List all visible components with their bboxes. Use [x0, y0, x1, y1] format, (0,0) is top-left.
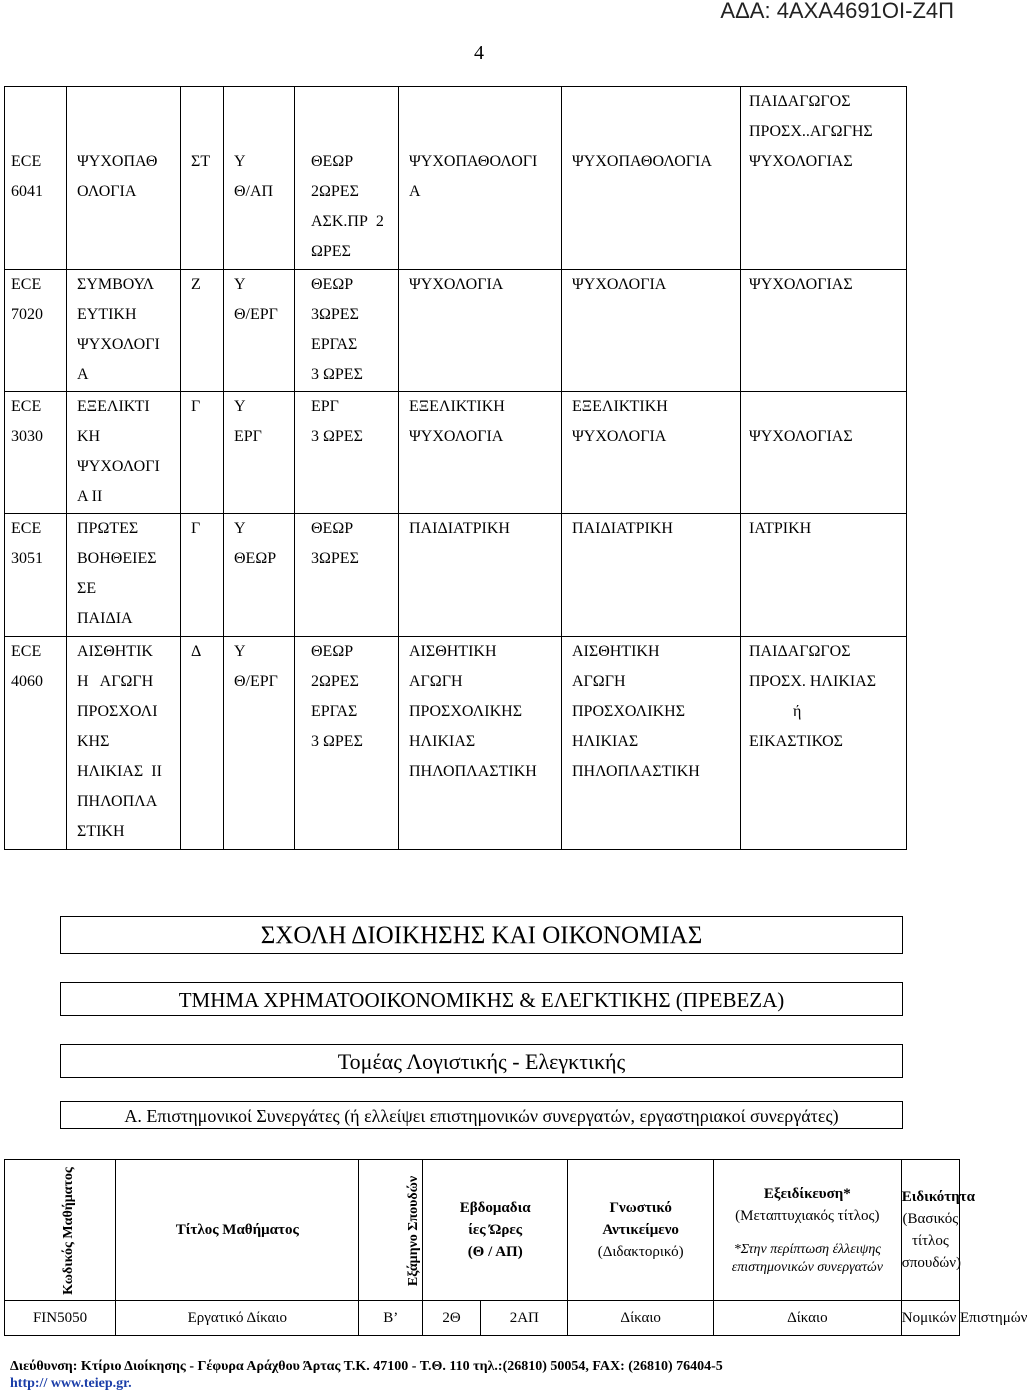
course-specialty-line: ΨΥΧΟΛΟΓΙΑΣ — [749, 153, 853, 170]
course-hours-cell — [295, 87, 399, 270]
course-hours-line: ΘΕΩΡ — [311, 153, 354, 170]
course-title-line: ΨΥΧΟΛΟΓΙ — [77, 458, 160, 476]
course-code-line: ECE — [11, 398, 42, 416]
course-specialty-line: ΕΙΚΑΣΤΙΚΟΣ — [749, 732, 843, 750]
course-specialization-cell — [562, 87, 741, 270]
course-subject-line: ΨΥΧΟΛΟΓΙΑ — [409, 275, 504, 293]
course-hours-cell — [295, 392, 399, 514]
course-type-line: ΘΕΩΡ — [234, 550, 277, 568]
course-title-line: ΚΗΣ — [77, 732, 110, 750]
course-title-line: ΑΙΣΘΗΤΙΚ — [77, 642, 153, 660]
course-specialization-line: ΑΙΣΘΗΤΙΚΗ — [572, 642, 660, 660]
footer — [10, 1358, 723, 1392]
course-specialty-line: ΠΡΟΣΧ. ΗΛΙΚΙΑΣ — [749, 672, 877, 690]
course-hours-line: ΩΡΕΣ — [311, 243, 351, 260]
course-type-cell — [224, 514, 295, 636]
course-specialization-cell — [562, 514, 741, 636]
course-specialty-line: ΨΥΧΟΛΟΓΙΑΣ — [749, 428, 853, 446]
course-semester-line: Δ — [191, 642, 202, 660]
course-code-line: ECE — [11, 153, 42, 170]
course-subject-line: ΠΑΙΔΙΑΤΡΙΚΗ — [409, 520, 510, 538]
course-semester-line: Γ — [191, 398, 201, 416]
course-specialization-line: ΕΞΕΛΙΚΤΙΚΗ — [572, 398, 668, 416]
course-semester-line: Ζ — [191, 275, 201, 293]
course-title-line: ΠΑΙΔΙΑ — [77, 610, 133, 628]
course-specialty-cell — [741, 514, 907, 636]
course-subject-cell — [399, 269, 562, 391]
course-title-cell — [67, 269, 181, 391]
page-number: 4 — [474, 42, 484, 64]
header-subject-line3: (Διδακτορικό) — [597, 1244, 684, 1260]
course-title-line: ΨΥΧΟΛΟΓΙ — [77, 335, 160, 353]
course-hours-line: 3ΩΡΕΣ — [311, 305, 359, 323]
course-hours-line: ΕΡΓΑΣ — [311, 335, 358, 353]
header-spec-line1: Εξειδίκευση* — [763, 1186, 851, 1202]
course-hours-line: 2ΩΡΕΣ — [311, 672, 359, 690]
sector-heading: Τομέας Λογιστικής - Ελεγκτικής — [60, 1044, 903, 1078]
course-type-line: Υ — [234, 642, 246, 660]
course-code-line — [5, 117, 66, 147]
course-type-line — [224, 87, 294, 117]
course-title-line: ΠΡΩΤΕΣ — [77, 520, 139, 538]
course-specialty-line: ΙΑΤΡΙΚΗ — [749, 520, 812, 538]
course-hours-line: ΘΕΩΡ — [311, 642, 354, 660]
course-title-line: ΕΥΤΙΚΗ — [77, 305, 137, 323]
header-specialty-line1: Ειδικότητα — [901, 1189, 975, 1205]
course-code-line: ECE — [11, 520, 42, 538]
course-specialty-line: ΠΡΟΣΧ..ΑΓΩΓΗΣ — [749, 123, 873, 140]
course-specialty-cell — [741, 87, 907, 270]
header-spec-note: *Στην περίπτωση έλλειψης επιστημονικών συνεργατών — [731, 1242, 883, 1275]
course-semester-cell — [181, 269, 224, 391]
course-title-line: ΨΥΧΟΠΑΘ — [77, 153, 158, 170]
course-semester-line — [181, 117, 223, 147]
course-title-line: ΣΥΜΒΟΥΛ — [77, 275, 155, 293]
course-specialization-line — [562, 117, 740, 147]
course-semester-line: ΣΤ — [191, 153, 211, 170]
course-subject-line: ΨΥΧΟΠΑΘΟΛΟΓΙ — [409, 153, 538, 170]
course-subject-line: ΠΗΛΟΠΛΑΣΤΙΚΗ — [409, 762, 537, 780]
course-specialization-line: ΨΥΧΟΛΟΓΙΑ — [572, 275, 667, 293]
course-code-line: ECE — [11, 642, 42, 660]
course-hours-cell — [295, 636, 399, 849]
course-row — [5, 636, 907, 849]
course-hours-line: 3 ΩΡΕΣ — [311, 365, 363, 383]
course-specialty-cell — [741, 636, 907, 849]
row-semester: Β’ — [359, 1301, 422, 1336]
course-hours-line: ΑΣΚ.ΠΡ 2 — [311, 213, 384, 230]
course-type-cell — [224, 269, 295, 391]
course-specialty-cell — [741, 269, 907, 391]
course-title-line: Α — [77, 365, 89, 383]
department-heading: ΤΜΗΜΑ ΧΡΗΜΑΤΟΟΙΚΟΝΟΜΙΚΗΣ & ΕΛΕΓΚΤΙΚΗΣ (ΠΡΕΒΕΖΑ) — [60, 982, 903, 1016]
course-code-cell — [5, 392, 67, 514]
header-specialty-line2: (Βασικός — [902, 1211, 959, 1227]
course-subject-line — [399, 87, 561, 117]
course-type-line: Υ — [234, 153, 246, 170]
course-title-line: ΣΕ — [77, 580, 97, 598]
course-specialization-line: ΨΥΧΟΠΑΘΟΛΟΓΙΑ — [572, 153, 712, 170]
course-type-cell — [224, 392, 295, 514]
course-hours-line: ΘΕΩΡ — [311, 520, 354, 538]
course-specialty-line: ΠΑΙΔΑΓΩΓΟΣ — [749, 93, 851, 110]
course-title-line — [67, 117, 180, 147]
course-title-line: Α ΙΙ — [77, 488, 103, 506]
row-code: FIN5050 — [5, 1301, 116, 1336]
course-code-cell — [5, 636, 67, 849]
course-specialty-line — [741, 392, 906, 422]
footer-address: Διεύθυνση: Κτίριο Διοίκησης - Γέφυρα Αράχθου Άρτας Τ.Κ. 47100 - Τ.Θ. 110 τηλ.:(26810) 50054, FAX: (26810) 76404-5 — [10, 1359, 723, 1374]
course-subject-line: ΑΙΣΘΗΤΙΚΗ — [409, 642, 497, 660]
row-subject: Δίκαιο — [568, 1301, 713, 1336]
course-semester-cell — [181, 87, 224, 270]
course-code-cell — [5, 87, 67, 270]
course-subject-line: ΑΓΩΓΗ — [409, 672, 463, 690]
course-row — [5, 392, 907, 514]
course-title-line: ΗΛΙΚΙΑΣ ΙΙ — [77, 762, 162, 780]
course-code-line: 7020 — [11, 305, 43, 323]
course-hours-line: ΕΡΓΑΣ — [311, 702, 358, 720]
row-specialty: Νομικών Επιστημών — [901, 1301, 959, 1336]
course-semester-line — [181, 87, 223, 117]
course-specialization-line — [562, 87, 740, 117]
header-spec-line2: (Μεταπτυχιακός τίτλος) — [735, 1208, 880, 1224]
course-subject-line: ΠΡΟΣΧΟΛΙΚΗΣ — [409, 702, 523, 720]
courses-table — [4, 86, 907, 850]
course-hours-line: ΘΕΩΡ — [311, 275, 354, 293]
course-semester-cell — [181, 392, 224, 514]
course-hours-line — [295, 87, 398, 117]
course-specialization-line: ΑΓΩΓΗ — [572, 672, 626, 690]
course-code-line: 3051 — [11, 550, 43, 568]
course-type-line: Υ — [234, 398, 246, 416]
course-hours-line — [295, 117, 398, 147]
course-specialization-line: ΨΥΧΟΛΟΓΙΑ — [572, 428, 667, 446]
row-theory: 2Θ — [422, 1301, 480, 1336]
ada-stamp: ΑΔΑ: 4ΑΧΑ4691ΟΙ-Ζ4Π — [720, 0, 954, 23]
header-hours-line3: (Θ / ΑΠ) — [467, 1244, 523, 1260]
course-code-line: 6041 — [11, 183, 43, 200]
course-subject-cell — [399, 514, 562, 636]
course-specialization-cell — [562, 636, 741, 849]
header-subject-line1: Γνωστικό — [609, 1200, 672, 1216]
course-semester-cell — [181, 636, 224, 849]
row-title: Εργατικό Δίκαιο — [116, 1301, 359, 1336]
header-hours-line2: ίες Ώρες — [468, 1222, 523, 1238]
row-practice: 2ΑΠ — [481, 1301, 568, 1336]
collab-header-row — [5, 1160, 960, 1301]
header-semester — [359, 1160, 422, 1301]
header-specialty — [901, 1160, 975, 1301]
course-type-cell — [224, 87, 295, 270]
header-specialization — [713, 1160, 901, 1301]
header-subject — [568, 1160, 713, 1301]
course-subject-line: ΗΛΙΚΙΑΣ — [409, 732, 476, 750]
course-code-line: 3030 — [11, 428, 43, 446]
header-subject-line2: Αντικείμενο — [602, 1222, 679, 1238]
collab-row — [5, 1301, 960, 1336]
course-specialization-line: ΗΛΙΚΙΑΣ — [572, 732, 639, 750]
course-type-line: Υ — [234, 520, 246, 538]
course-hours-line: 2ΩΡΕΣ — [311, 183, 359, 200]
course-hours-line: 3ΩΡΕΣ — [311, 550, 359, 568]
course-specialty-cell — [741, 392, 907, 514]
header-specialty-line3: τίτλος σπουδών) — [901, 1233, 962, 1271]
course-title-line: ΠΗΛΟΠΛΑ — [77, 792, 158, 810]
collaborators-table — [4, 1159, 1027, 1336]
course-type-line: Θ/ΑΠ — [234, 183, 274, 200]
course-semester-cell — [181, 514, 224, 636]
course-hours-cell — [295, 269, 399, 391]
course-type-line: ΕΡΓ — [234, 428, 262, 446]
course-title-line: ΟΛΟΓΙΑ — [77, 183, 137, 200]
course-code-cell — [5, 269, 67, 391]
course-code-line: ECE — [11, 275, 42, 293]
course-title-cell — [67, 636, 181, 849]
course-title-line: ΚΗ — [77, 428, 101, 446]
course-title-line: Η ΑΓΩΓΗ — [77, 672, 154, 690]
course-type-line: Υ — [234, 275, 246, 293]
course-type-line: Θ/ΕΡΓ — [234, 672, 278, 690]
course-subject-cell — [399, 87, 562, 270]
course-type-cell — [224, 636, 295, 849]
course-title-cell — [67, 514, 181, 636]
header-hours-line1: Εβδομαδια — [459, 1200, 531, 1216]
header-hours — [422, 1160, 568, 1301]
course-code-line: 4060 — [11, 672, 43, 690]
course-specialization-cell — [562, 269, 741, 391]
footer-url: http:// www.teiep.gr. — [10, 1376, 132, 1391]
course-specialty-line: ΨΥΧΟΛΟΓΙΑΣ — [749, 275, 853, 293]
course-hours-line: 3 ΩΡΕΣ — [311, 732, 363, 750]
course-hours-line: 3 ΩΡΕΣ — [311, 428, 363, 446]
course-title-cell — [67, 392, 181, 514]
school-heading: ΣΧΟΛΗ ΔΙΟΙΚΗΣΗΣ ΚΑΙ ΟΙΚΟΝΟΜΙΑΣ — [60, 916, 903, 954]
course-specialty-line: ΠΑΙΔΑΓΩΓΟΣ — [749, 642, 851, 660]
course-code-line — [5, 87, 66, 117]
header-title-label: Τίτλος Μαθήματος — [175, 1222, 299, 1238]
header-code-label: Κωδικός Μαθήματος — [60, 1167, 76, 1295]
course-specialization-line: ΠΑΙΔΙΑΤΡΙΚΗ — [572, 520, 673, 538]
course-specialty-line: ή — [749, 702, 802, 720]
course-subject-line: ΕΞΕΛΙΚΤΙΚΗ — [409, 398, 505, 416]
course-title-line: ΒΟΗΘΕΙΕΣ — [77, 550, 157, 568]
course-type-line — [224, 117, 294, 147]
course-hours-line: ΕΡΓ — [311, 398, 339, 416]
course-code-cell — [5, 514, 67, 636]
row-specialization: Δίκαιο — [713, 1301, 901, 1336]
header-title — [116, 1160, 359, 1301]
course-row — [5, 514, 907, 636]
course-specialization-cell — [562, 392, 741, 514]
header-semester-label: Εξάμηνο Σπουδών — [406, 1175, 422, 1287]
course-subject-cell — [399, 636, 562, 849]
course-subject-line — [399, 117, 561, 147]
course-specialization-line: ΠΗΛΟΠΛΑΣΤΙΚΗ — [572, 762, 700, 780]
course-specialization-line: ΠΡΟΣΧΟΛΙΚΗΣ — [572, 702, 686, 720]
course-subject-cell — [399, 392, 562, 514]
course-row — [5, 87, 907, 270]
course-hours-cell — [295, 514, 399, 636]
course-semester-line: Γ — [191, 520, 201, 538]
course-title-line: ΠΡΟΣΧΟΛΙ — [77, 702, 158, 720]
course-type-line: Θ/ΕΡΓ — [234, 305, 278, 323]
section-heading: Α. Επιστημονικοί Συνεργάτες (ή ελλείψει επιστημονικών συνεργατών, εργαστηριακοί συνεργάτες) — [60, 1101, 903, 1129]
course-title-line: ΣΤΙΚΗ — [77, 822, 125, 840]
course-row — [5, 269, 907, 391]
header-code — [5, 1160, 116, 1301]
course-subject-line: ΨΥΧΟΛΟΓΙΑ — [409, 428, 504, 446]
course-subject-line: Α — [409, 183, 421, 200]
course-title-line — [67, 87, 180, 117]
course-title-line: ΕΞΕΛΙΚΤΙ — [77, 398, 150, 416]
course-title-cell — [67, 87, 181, 270]
